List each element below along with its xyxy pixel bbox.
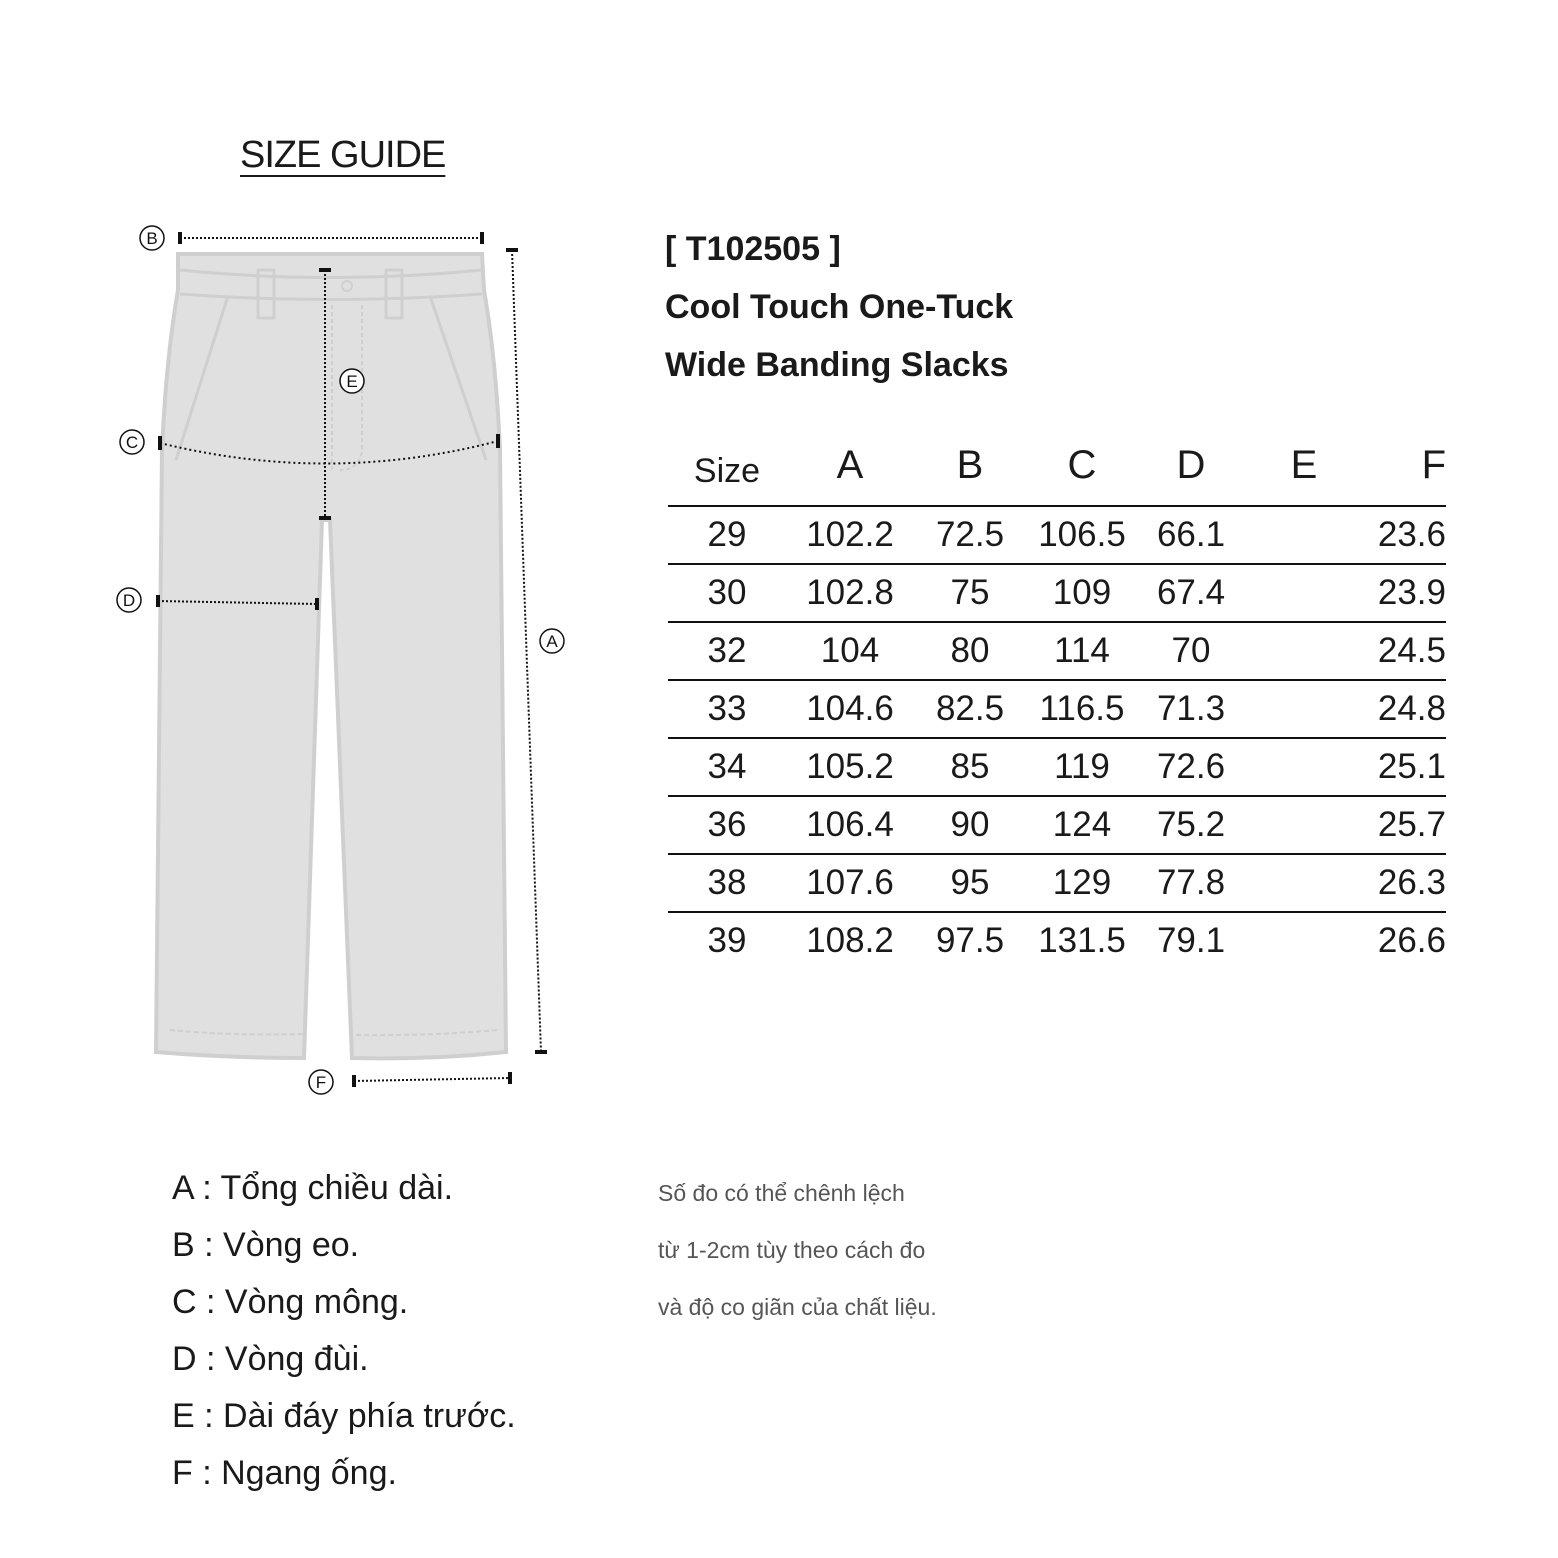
measure-b	[180, 232, 482, 244]
label-d: D	[122, 591, 136, 610]
table-cell-f: 24.8	[1364, 680, 1446, 738]
table-cell-size: 30	[668, 564, 786, 622]
table-cell-f: 26.6	[1377, 921, 1446, 960]
table-cell-f: 25.7	[1364, 796, 1446, 854]
table-cell-size: 36	[668, 796, 786, 854]
header-c: C	[1026, 425, 1138, 506]
table-cell-size: 33	[668, 680, 786, 738]
product-name-line1: Cool Touch One-Tuck	[665, 288, 1014, 326]
table-cell-b: 85	[914, 738, 1026, 796]
table-cell-c: 119	[1026, 738, 1138, 796]
table-cell-e	[1244, 680, 1364, 738]
page-title: SIZE GUIDE	[240, 134, 446, 176]
table-cell-a: 108.2	[806, 921, 894, 960]
label-c-badge	[120, 430, 144, 454]
table-cell-d: 75.2	[1138, 796, 1244, 854]
note-line: Số đo có thể chênh lệch	[658, 1180, 905, 1206]
label-c: C	[125, 433, 139, 452]
table-cell-b: 75	[914, 564, 1026, 622]
table-cell-d: 70	[1138, 622, 1244, 680]
label-b-badge	[140, 226, 164, 250]
table-cell-b: 95	[914, 854, 1026, 912]
table-cell-d: 66.1	[1138, 506, 1244, 564]
size-table	[668, 425, 1446, 969]
measure-f	[354, 1072, 510, 1087]
table-row	[668, 622, 1446, 680]
note-line: và độ co giãn của chất liệu.	[658, 1294, 937, 1320]
measurement-note	[658, 1165, 937, 1336]
header-size: Size	[668, 425, 786, 506]
table-cell-e	[1244, 506, 1364, 564]
table-row	[668, 506, 1446, 564]
table-cell-c: 106.5	[1026, 506, 1138, 564]
table-cell-d: 71.3	[1138, 680, 1244, 738]
table-row	[668, 854, 1446, 912]
legend-item: B : Vòng eo.	[172, 1226, 360, 1264]
table-row	[668, 564, 1446, 622]
table-cell-b: 97.5	[935, 921, 1005, 960]
table-row	[668, 738, 1446, 796]
note-line: từ 1-2cm tùy theo cách đo	[658, 1237, 926, 1263]
legend-item: E : Dài đáy phía trước.	[172, 1397, 516, 1435]
table-cell-c: 116.5	[1026, 680, 1138, 738]
table-cell-e	[1244, 796, 1364, 854]
header-b: B	[914, 425, 1026, 506]
label-b: B	[146, 229, 158, 248]
table-cell-d: 77.8	[1138, 854, 1244, 912]
label-e: E	[346, 372, 358, 391]
table-cell-f: 24.5	[1364, 622, 1446, 680]
table-cell-c: 109	[1026, 564, 1138, 622]
label-a-badge	[540, 629, 564, 653]
legend-item: F : Ngang ống.	[172, 1454, 397, 1492]
table-cell-f: 26.3	[1364, 854, 1446, 912]
table-cell-size: 34	[668, 738, 786, 796]
pants-illustration	[156, 254, 506, 1058]
table-cell-size: 32	[668, 622, 786, 680]
table-row	[668, 796, 1446, 854]
legend-item: C : Vòng mông.	[172, 1283, 409, 1321]
table-cell-b: 90	[914, 796, 1026, 854]
measure-a	[506, 250, 547, 1052]
table-cell-a: 106.4	[786, 796, 914, 854]
table-cell-c: 114	[1026, 622, 1138, 680]
table-cell-f: 23.9	[1364, 564, 1446, 622]
label-f-badge	[309, 1070, 333, 1094]
table-cell-f: 25.1	[1364, 738, 1446, 796]
product-name-line2: Wide Banding Slacks	[665, 346, 1009, 384]
table-cell-a: 105.2	[786, 738, 914, 796]
header-f: F	[1364, 425, 1446, 506]
product-code: [ T102505 ]	[665, 230, 841, 268]
table-cell-d: 72.6	[1138, 738, 1244, 796]
table-row	[668, 912, 1446, 969]
table-cell-a: 104	[786, 622, 914, 680]
legend-item: A : Tổng chiều dài.	[172, 1169, 454, 1207]
measurement-legend	[172, 1160, 516, 1502]
table-cell-e	[1244, 738, 1364, 796]
label-f: F	[315, 1073, 327, 1092]
table-cell-size: 38	[668, 854, 786, 912]
table-cell-a: 104.6	[786, 680, 914, 738]
pants-diagram	[100, 215, 580, 1095]
table-cell-a: 102.2	[786, 506, 914, 564]
table-cell-e	[1244, 564, 1364, 622]
table-row	[668, 680, 1446, 738]
table-cell-f: 23.6	[1364, 506, 1446, 564]
label-d-badge	[117, 588, 141, 612]
table-cell-size: 39	[707, 921, 747, 960]
header-a: A	[786, 425, 914, 506]
legend-item: D : Vòng đùi.	[172, 1340, 369, 1378]
header-e: E	[1244, 425, 1364, 506]
table-cell-b: 82.5	[914, 680, 1026, 738]
label-a: A	[546, 632, 558, 651]
label-e-badge	[340, 369, 364, 393]
table-cell-d: 67.4	[1138, 564, 1244, 622]
table-header-row	[668, 425, 1446, 506]
table-cell-e	[1244, 912, 1364, 969]
header-d: D	[1138, 425, 1244, 506]
table-cell-a: 107.6	[786, 854, 914, 912]
product-info	[665, 220, 1013, 394]
table-cell-size: 29	[668, 506, 786, 564]
table-cell-e	[1244, 622, 1364, 680]
table-cell-b: 72.5	[914, 506, 1026, 564]
table-cell-b: 80	[914, 622, 1026, 680]
table-cell-c: 124	[1026, 796, 1138, 854]
table-cell-c: 131.5	[1038, 921, 1126, 960]
table-cell-e	[1244, 854, 1364, 912]
table-cell-d: 79.1	[1156, 921, 1226, 960]
table-cell-c: 129	[1026, 854, 1138, 912]
table-cell-a: 102.8	[786, 564, 914, 622]
